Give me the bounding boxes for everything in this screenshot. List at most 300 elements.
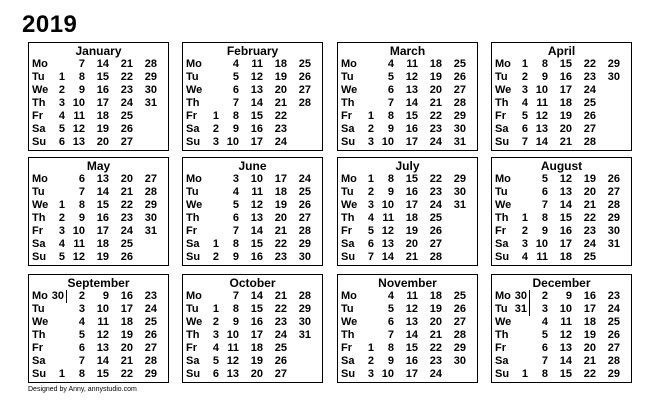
day-cell: 18 <box>274 186 287 198</box>
week-row-sa <box>29 123 168 136</box>
weekday-label: Th <box>186 329 200 341</box>
day-cell: 21 <box>405 251 418 263</box>
day-cell: 11 <box>406 290 418 302</box>
day-cell: 2 <box>212 123 219 135</box>
day-cell: 7 <box>387 329 394 341</box>
weekday-label: Su <box>186 368 201 380</box>
day-cell: 7 <box>367 251 374 263</box>
weekday-label: Sa <box>341 123 355 135</box>
week-row-tu <box>338 186 477 199</box>
day-cell: 30 <box>298 316 311 328</box>
day-cell: 14 <box>405 97 418 109</box>
day-cell: 20 <box>405 238 418 250</box>
day-cell: 22 <box>429 173 442 185</box>
month-july <box>337 157 478 266</box>
day-cell: 8 <box>232 238 239 250</box>
week-row-sa <box>492 355 631 368</box>
day-cell: 4 <box>521 97 528 109</box>
month-name: April <box>547 44 576 58</box>
year-title: 2019 <box>22 11 78 38</box>
day-cell: 25 <box>429 212 442 224</box>
weekday-label: Tu <box>341 303 354 315</box>
weekday-label: Su <box>341 136 356 148</box>
day-cell: 15 <box>250 303 263 315</box>
day-cell: 24 <box>274 136 287 148</box>
day-cell: 19 <box>405 225 418 237</box>
weekday-label: Fr <box>32 342 43 354</box>
day-cell: 15 <box>96 71 109 83</box>
day-cell: 6 <box>521 123 528 135</box>
weekday-label: Fr <box>32 110 43 122</box>
day-cell: 6 <box>58 136 65 148</box>
day-cell: 6 <box>78 173 85 185</box>
weekday-label: Sa <box>32 238 46 250</box>
week-row-su <box>492 368 631 381</box>
day-cell: 6 <box>387 84 394 96</box>
day-cell: 15 <box>250 238 263 250</box>
weekday-label: Fr <box>32 225 43 237</box>
day-cell: 17 <box>559 238 572 250</box>
day-cell: 25 <box>120 238 133 250</box>
day-cell: 8 <box>232 303 239 315</box>
day-cell: 12 <box>405 303 418 315</box>
week-row-th <box>492 212 631 225</box>
weekday-label: Tu <box>495 303 508 315</box>
week-row-tu <box>492 186 631 199</box>
day-cell: 18 <box>120 316 133 328</box>
weekday-label: We <box>186 316 203 328</box>
day-cell: 16 <box>405 186 418 198</box>
month-august <box>491 157 632 266</box>
day-cell: 8 <box>541 58 548 70</box>
day-cell: 13 <box>405 316 418 328</box>
weekday-label: Fr <box>186 110 197 122</box>
weekday-label: Sa <box>495 238 509 250</box>
day-cell: 8 <box>387 342 394 354</box>
weekday-label: Th <box>32 97 46 109</box>
day-cell: 29 <box>453 173 466 185</box>
day-cell: 1 <box>58 199 65 211</box>
day-cell: 17 <box>405 136 418 148</box>
day-cell: 31 <box>510 303 530 316</box>
day-cell: 23 <box>429 355 442 367</box>
day-cell: 16 <box>559 71 572 83</box>
weekday-label: Sa <box>495 355 509 367</box>
day-cell: 5 <box>387 71 394 83</box>
day-cell: 27 <box>607 342 620 354</box>
day-cell: 6 <box>232 84 239 96</box>
month-name: October <box>229 276 276 290</box>
weekday-label: Tu <box>186 71 199 83</box>
month-name: January <box>75 44 122 58</box>
day-cell: 30 <box>607 225 620 237</box>
day-cell: 28 <box>298 225 311 237</box>
week-row-th <box>29 212 168 225</box>
day-cell: 3 <box>78 303 85 315</box>
weekday-label: We <box>32 199 49 211</box>
weekday-label: Su <box>341 368 356 380</box>
day-cell: 12 <box>559 173 572 185</box>
day-cell: 26 <box>429 225 442 237</box>
weekday-label: Tu <box>32 71 45 83</box>
day-cell: 28 <box>298 97 311 109</box>
day-cell: 3 <box>232 173 239 185</box>
day-cell: 15 <box>96 199 109 211</box>
weekday-label: We <box>186 84 203 96</box>
month-name: December <box>532 276 591 290</box>
day-cell: 10 <box>381 136 394 148</box>
day-cell: 24 <box>429 199 442 211</box>
day-cell: 25 <box>583 251 596 263</box>
day-cell: 9 <box>387 186 394 198</box>
week-row-we <box>29 84 168 97</box>
day-cell: 30 <box>607 71 620 83</box>
day-cell: 11 <box>251 186 263 198</box>
day-cell: 16 <box>250 123 263 135</box>
day-cell: 21 <box>120 58 133 70</box>
weekday-label: Mo <box>341 290 357 302</box>
day-cell: 11 <box>97 316 109 328</box>
weekday-label: Fr <box>341 342 352 354</box>
day-cell: 16 <box>250 251 263 263</box>
month-november <box>337 274 478 383</box>
day-cell: 5 <box>212 355 219 367</box>
week-row-fr <box>183 225 322 238</box>
day-cell: 12 <box>535 110 548 122</box>
day-cell: 16 <box>405 123 418 135</box>
day-cell: 6 <box>541 186 548 198</box>
day-cell: 3 <box>367 368 374 380</box>
day-cell: 29 <box>144 199 157 211</box>
day-cell: 2 <box>367 123 374 135</box>
weekday-label: Sa <box>32 355 46 367</box>
day-cell: 18 <box>274 58 287 70</box>
day-cell: 11 <box>73 238 85 250</box>
day-cell: 24 <box>120 225 133 237</box>
day-cell: 3 <box>212 136 219 148</box>
day-cell: 10 <box>226 136 239 148</box>
weekday-label: We <box>32 84 49 96</box>
day-cell: 4 <box>387 58 394 70</box>
week-row-th <box>183 97 322 110</box>
day-cell: 11 <box>536 251 548 263</box>
day-cell: 7 <box>387 97 394 109</box>
day-cell: 16 <box>96 212 109 224</box>
day-cell: 5 <box>367 225 374 237</box>
week-row-sa <box>492 123 631 136</box>
day-cell: 10 <box>72 225 85 237</box>
day-cell: 24 <box>583 238 596 250</box>
weekday-label: Tu <box>32 186 45 198</box>
day-cell: 18 <box>96 238 109 250</box>
day-cell: 5 <box>58 123 65 135</box>
day-cell: 2 <box>521 225 528 237</box>
day-cell: 19 <box>429 303 442 315</box>
weekday-label: Mo <box>186 290 202 302</box>
day-cell: 5 <box>541 173 548 185</box>
day-cell: 9 <box>541 225 548 237</box>
day-cell: 20 <box>96 136 109 148</box>
day-cell: 2 <box>78 290 85 302</box>
day-cell: 6 <box>541 342 548 354</box>
week-row-we <box>492 199 631 212</box>
day-cell: 29 <box>453 110 466 122</box>
day-cell: 10 <box>250 173 263 185</box>
day-cell: 15 <box>405 342 418 354</box>
day-cell: 12 <box>559 329 572 341</box>
day-cell: 10 <box>72 97 85 109</box>
day-cell: 26 <box>607 173 620 185</box>
day-cell: 1 <box>212 238 219 250</box>
weekday-label: Tu <box>341 186 354 198</box>
weekday-label: Su <box>186 251 201 263</box>
day-cell: 14 <box>559 355 572 367</box>
designer-credit: Designed by Anny, annystudio.com <box>28 386 137 393</box>
weekday-label: Sa <box>341 238 355 250</box>
day-cell: 10 <box>96 303 109 315</box>
week-row-th <box>338 212 477 225</box>
week-row-mo <box>29 58 168 71</box>
weekday-label: Su <box>495 368 510 380</box>
day-cell: 6 <box>232 212 239 224</box>
day-cell: 25 <box>274 342 287 354</box>
day-cell: 17 <box>559 84 572 96</box>
day-cell: 24 <box>583 84 596 96</box>
day-cell: 12 <box>96 329 109 341</box>
week-row-we <box>183 199 322 212</box>
day-cell: 24 <box>120 97 133 109</box>
day-cell: 15 <box>559 58 572 70</box>
day-cell: 26 <box>274 355 287 367</box>
day-cell: 7 <box>541 355 548 367</box>
day-cell: 19 <box>250 355 263 367</box>
month-name: March <box>389 44 426 58</box>
day-cell: 4 <box>232 186 239 198</box>
day-cell: 12 <box>381 225 394 237</box>
day-cell: 22 <box>120 71 133 83</box>
day-cell: 22 <box>120 199 133 211</box>
day-cell: 14 <box>250 97 263 109</box>
day-cell: 1 <box>367 110 374 122</box>
day-cell: 23 <box>274 316 287 328</box>
week-row-tu <box>183 186 322 199</box>
week-row-tu <box>338 303 477 316</box>
day-cell: 17 <box>405 199 418 211</box>
day-cell: 26 <box>453 71 466 83</box>
day-cell: 14 <box>250 290 263 302</box>
weekday-label: Th <box>495 329 509 341</box>
day-cell: 3 <box>367 199 374 211</box>
weekday-label: Sa <box>495 123 509 135</box>
day-cell: 25 <box>144 316 157 328</box>
day-cell: 27 <box>453 316 466 328</box>
day-cell: 7 <box>232 97 239 109</box>
day-cell: 7 <box>232 225 239 237</box>
week-row-mo <box>492 173 631 186</box>
week-row-mo <box>183 290 322 303</box>
day-cell: 4 <box>78 316 85 328</box>
day-cell: 9 <box>78 84 85 96</box>
day-cell: 21 <box>274 290 287 302</box>
day-cell: 13 <box>96 342 109 354</box>
weekday-label: Tu <box>495 71 508 83</box>
day-cell: 26 <box>120 251 133 263</box>
week-row-th <box>29 329 168 342</box>
week-row-su <box>492 251 631 264</box>
day-cell: 5 <box>232 71 239 83</box>
week-row-tu <box>29 186 168 199</box>
day-cell: 27 <box>298 212 311 224</box>
day-cell: 12 <box>250 71 263 83</box>
day-cell: 14 <box>250 225 263 237</box>
day-cell: 19 <box>429 71 442 83</box>
day-cell: 20 <box>559 123 572 135</box>
day-cell: 15 <box>96 368 109 380</box>
day-cell: 10 <box>535 238 548 250</box>
weekday-label: Mo <box>32 290 48 302</box>
day-cell: 31 <box>298 329 311 341</box>
day-cell: 9 <box>541 71 548 83</box>
week-row-su <box>338 368 477 381</box>
weekday-label: Sa <box>341 355 355 367</box>
day-cell: 11 <box>251 58 263 70</box>
weekday-label: We <box>341 199 358 211</box>
day-cell: 14 <box>96 58 109 70</box>
day-cell: 30 <box>453 186 466 198</box>
week-row-sa <box>338 123 477 136</box>
weekday-label: Su <box>32 136 47 148</box>
day-cell: 21 <box>559 136 572 148</box>
weekday-label: Th <box>341 329 355 341</box>
day-cell: 17 <box>120 303 133 315</box>
day-cell: 11 <box>227 342 239 354</box>
day-cell: 24 <box>607 303 620 315</box>
day-cell: 24 <box>298 173 311 185</box>
day-cell: 21 <box>120 355 133 367</box>
day-cell: 17 <box>250 329 263 341</box>
day-cell: 8 <box>387 110 394 122</box>
day-cell: 12 <box>226 355 239 367</box>
day-cell: 27 <box>144 342 157 354</box>
day-cell: 18 <box>429 58 442 70</box>
month-may <box>28 157 169 266</box>
day-cell: 26 <box>583 110 596 122</box>
weekday-label: Fr <box>495 342 506 354</box>
day-cell: 2 <box>367 186 374 198</box>
day-cell: 13 <box>535 123 548 135</box>
day-cell: 23 <box>274 123 287 135</box>
day-cell: 12 <box>72 251 85 263</box>
day-cell: 22 <box>274 238 287 250</box>
day-cell: 30 <box>453 355 466 367</box>
day-cell: 21 <box>274 97 287 109</box>
month-name: February <box>226 44 279 58</box>
day-cell: 17 <box>250 136 263 148</box>
day-cell: 25 <box>583 97 596 109</box>
weekday-label: Fr <box>186 342 197 354</box>
day-cell: 13 <box>559 342 572 354</box>
day-cell: 1 <box>367 173 374 185</box>
day-cell: 7 <box>78 58 85 70</box>
day-cell: 25 <box>120 110 133 122</box>
week-row-th <box>338 97 477 110</box>
week-row-tu <box>29 71 168 84</box>
weekday-label: We <box>341 84 358 96</box>
day-cell: 20 <box>250 368 263 380</box>
week-row-th <box>183 329 322 342</box>
weekday-label: Fr <box>341 110 352 122</box>
day-cell: 23 <box>120 84 133 96</box>
day-cell: 25 <box>298 58 311 70</box>
day-cell: 27 <box>298 84 311 96</box>
day-cell: 8 <box>78 199 85 211</box>
day-cell: 28 <box>298 290 311 302</box>
weekday-label: Th <box>495 97 509 109</box>
week-row-tu <box>183 71 322 84</box>
weekday-label: Mo <box>495 58 511 70</box>
day-cell: 10 <box>535 84 548 96</box>
day-cell: 30 <box>47 290 67 303</box>
week-row-su <box>492 136 631 149</box>
day-cell: 27 <box>144 173 157 185</box>
day-cell: 26 <box>298 71 311 83</box>
day-cell: 4 <box>58 238 65 250</box>
day-cell: 2 <box>521 71 528 83</box>
day-cell: 1 <box>521 368 528 380</box>
week-row-we <box>183 84 322 97</box>
week-row-we <box>492 316 631 329</box>
day-cell: 19 <box>96 251 109 263</box>
day-cell: 22 <box>274 303 287 315</box>
day-cell: 8 <box>541 212 548 224</box>
day-cell: 2 <box>58 84 65 96</box>
day-cell: 13 <box>250 212 263 224</box>
weekday-label: Fr <box>495 225 506 237</box>
week-row-su <box>338 136 477 149</box>
day-cell: 5 <box>387 303 394 315</box>
week-row-fr <box>492 225 631 238</box>
day-cell: 22 <box>583 58 596 70</box>
day-cell: 18 <box>559 97 572 109</box>
month-name: May <box>86 159 111 173</box>
day-cell: 20 <box>583 186 596 198</box>
week-row-fr <box>338 110 477 123</box>
day-cell: 17 <box>96 225 109 237</box>
month-name: July <box>395 159 420 173</box>
weekday-label: Su <box>495 251 510 263</box>
day-cell: 13 <box>250 84 263 96</box>
day-cell: 4 <box>367 212 374 224</box>
day-cell: 3 <box>521 238 528 250</box>
week-row-fr <box>338 225 477 238</box>
month-april <box>491 42 632 151</box>
weekday-label: Tu <box>32 303 45 315</box>
day-cell: 1 <box>212 110 219 122</box>
week-row-th <box>492 329 631 342</box>
day-cell: 2 <box>367 355 374 367</box>
day-cell: 4 <box>387 290 394 302</box>
weekday-label: Mo <box>495 173 511 185</box>
day-cell: 21 <box>429 97 442 109</box>
week-row-sa <box>29 238 168 251</box>
weekday-label: Th <box>341 97 355 109</box>
week-row-we <box>29 199 168 212</box>
day-cell: 16 <box>559 225 572 237</box>
day-cell: 30 <box>298 251 311 263</box>
month-name: September <box>67 276 130 290</box>
day-cell: 14 <box>381 251 394 263</box>
day-cell: 8 <box>387 173 394 185</box>
